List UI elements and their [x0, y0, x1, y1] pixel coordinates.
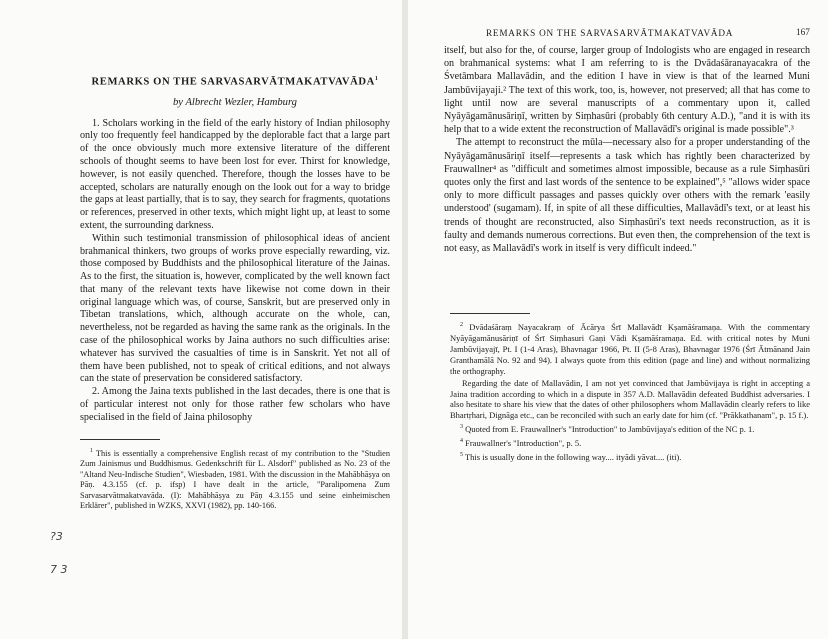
footnote-text: This is usually done in the following way.... ityādi yāvat.... (iti). [464, 451, 682, 462]
handwritten-margin-note: 7 3 [50, 563, 68, 576]
footnote [450, 320, 810, 376]
footnote-text: Quoted from E. Frauwallner's "Introduction" to Jambūvijaya's edition of the NC p. 1. [465, 424, 755, 435]
page-number: 167 [796, 27, 810, 37]
left-page-content [80, 76, 390, 512]
article-author: by Albrecht Wezler, Hamburg [173, 96, 297, 108]
article-title [80, 76, 390, 88]
article-title-text: REMARKS ON THE SARVASARVĀTMAKATVAVĀDA [91, 76, 375, 88]
footnote-mark: 3 [460, 424, 463, 431]
footnote-mark: 2 [460, 322, 463, 329]
footnote [450, 436, 810, 449]
running-head: REMARKS ON THE SARVASARVĀTMAKATVAVĀDA [486, 28, 734, 38]
paragraph: Within such testimonial transmission of philosophical ideas of ancient brahmanical thinkers, two groups of works prove especially rewarding, viz. those composed by Buddhists and the philosophical literature of the Jainas. As to the first, the situation is, however, complicated by the well known fact that many of the relevant texts have likewise not come down in their original language which was, of course, Sanskrit, but are preserved only in Tibetan translations, which, although accurate on the whole, can, nevertheless, not be regarded as having the same rank as the originals. In the case of the philosophical works by Jaina authors no such difficulties arise: whatever has survived the casualties of time is in Sanskrit. Yet not all of them have been published, not to speak of critical editions, and not always can the state of preservation be considered satisfactory. [80, 232, 390, 385]
footnote [450, 422, 810, 435]
left-body-text [80, 118, 390, 425]
footnote-text: Regarding the date of Mallavādin, I am not yet convinced that Jambūvijaya is right in accepting a Jaina tradition according to which in a dispute in 357 A.D. Mallavādin defeated Buddhist adversaries. I also hesitate to share his view that the dates of other philosophers whom Mallavādin clearly refers to like Bhartṛhari, Dignāga etc., can be reconciled with such an early date for him (cf. "Prākkathanam", p. 15 f.). [450, 377, 810, 421]
footnote-mark: 1 [90, 447, 93, 454]
right-page-content [444, 44, 810, 463]
paragraph: The attempt to reconstruct the mūla—necessary also for a proper understanding of the Nyāyāgamānusāriṇī itself—represents a task which has rightly been characterized by Frauwallner⁴ as "difficult and sometimes almost impossible, because as a rule Siṃhasūri quotes only the first and last words of the sentence to be explained",⁵ "allows wider space only to more difficult passages and passes quickly over others with the remark 'easily understood' (sugamam). If, in spite of all these difficulties, Mallavādī's text, or at least his trends of thought are reconstructed, also Siṃhasūri's text needs reconstruction, as it is faulty and demands numerous corrections. But even then, the comprehension of the text is not easy, as Mallavādī's work in itself is very difficult indeed." [444, 137, 810, 255]
footnote [80, 446, 390, 512]
paragraph: itself, but also for the, of course, larger group of Indologists who are engaged in research on brahmanical systems: what I am referring to is the Dvādaśāranayacakra of the Śvetāmbara Mallavādin, and the edition I have in view is that of the learned Muni Jambūvijayaji.² The text of this work, too, is, however, not preserved; all that has come to light until now are several manuscripts of a commentary upon it, called Nyāyāgamānusāriṇī, written by Siṃhasūri (probably 6th century A.D.), "and it is with its help that to a wide extent the reconstruction of Mallavādī's original is made possible".³ [444, 45, 810, 136]
footnote [450, 378, 810, 422]
footnotes [450, 313, 810, 462]
right-page [408, 0, 828, 639]
right-body-text [444, 44, 810, 255]
footnote-rule [80, 439, 160, 440]
title-footnote-mark: 1 [374, 76, 379, 82]
paragraph: 2. Among the Jaina texts published in the last decades, there is one that is of particular interest not only for those rather few scholars who have specialised in the field of Jaina philosophy [80, 386, 390, 423]
footnote-mark: 5 [460, 451, 463, 458]
paragraph: 1. Scholars working in the field of the early history of Indian philosophy only too frequently feel handicapped by the deplorable fact that a large part of the once obviously much more extensive literature of the different schools of thought seems to have been lost for ever. Thirst for knowledge, however, is not easily quenched. Therefore, though the losses have to be accepted, scholars are naturally enough on the look out for a way to bridge the gaps at least partially, that is to say, they search for fragments, quotations or references, preserved in other texts, which might light up, at least to some extent, the surrounding darkness. [80, 117, 390, 231]
footnote-rule [450, 313, 530, 314]
footnote [450, 450, 810, 463]
left-page [0, 0, 402, 639]
footnote-text: This is essentially a comprehensive English recast of my contribution to the "Studien Zum Jainismus und Buddhismus. Gedenkschrift für L. Alsdorf" published as No. 23 of the "Altand Neu-Indische Studien", Wiesbaden, 1981. With the discussion in the Mahābhāṣya on Pāṇ. 4.3.155 (cf. p. ifsp) I have dealt in the article, "Paralipomena Zum Sarvasarvātmakatvavāda. (I): Mahābhāṣya zu Pāṇ 4.3.155 und seine einheimischen Erklärer", published in WZKS, XXVI (1982), pp. 140-166. [80, 448, 390, 511]
footnote-text: Frauwallner's "Introduction", p. 5. [465, 437, 582, 448]
footnote-mark: 4 [460, 437, 463, 444]
footnote-text: Dvādaśāraṃ Nayacakraṃ of Ācārya Śrī Mallavādī Kṣamāśramaṇa. With the commentary Nyāyāgamānusāriṇī of Śrī Siṃhasuri Gaṇi Vādi Kṣamāśramaṇa. Ed. with critical notes by Muni Jambūvijayajī, Pt. I (1-4 Aras), Bhavnagar 1966, Pt. II (5-8 Aras), Bhavnagar 1976 (Śrī Ātmānand Jain Granthamālā No. 92 and 94). I always quote from this edition (page and line) and without normalizing the orthography. [450, 322, 810, 376]
handwritten-margin-note: ?3 [50, 530, 63, 543]
